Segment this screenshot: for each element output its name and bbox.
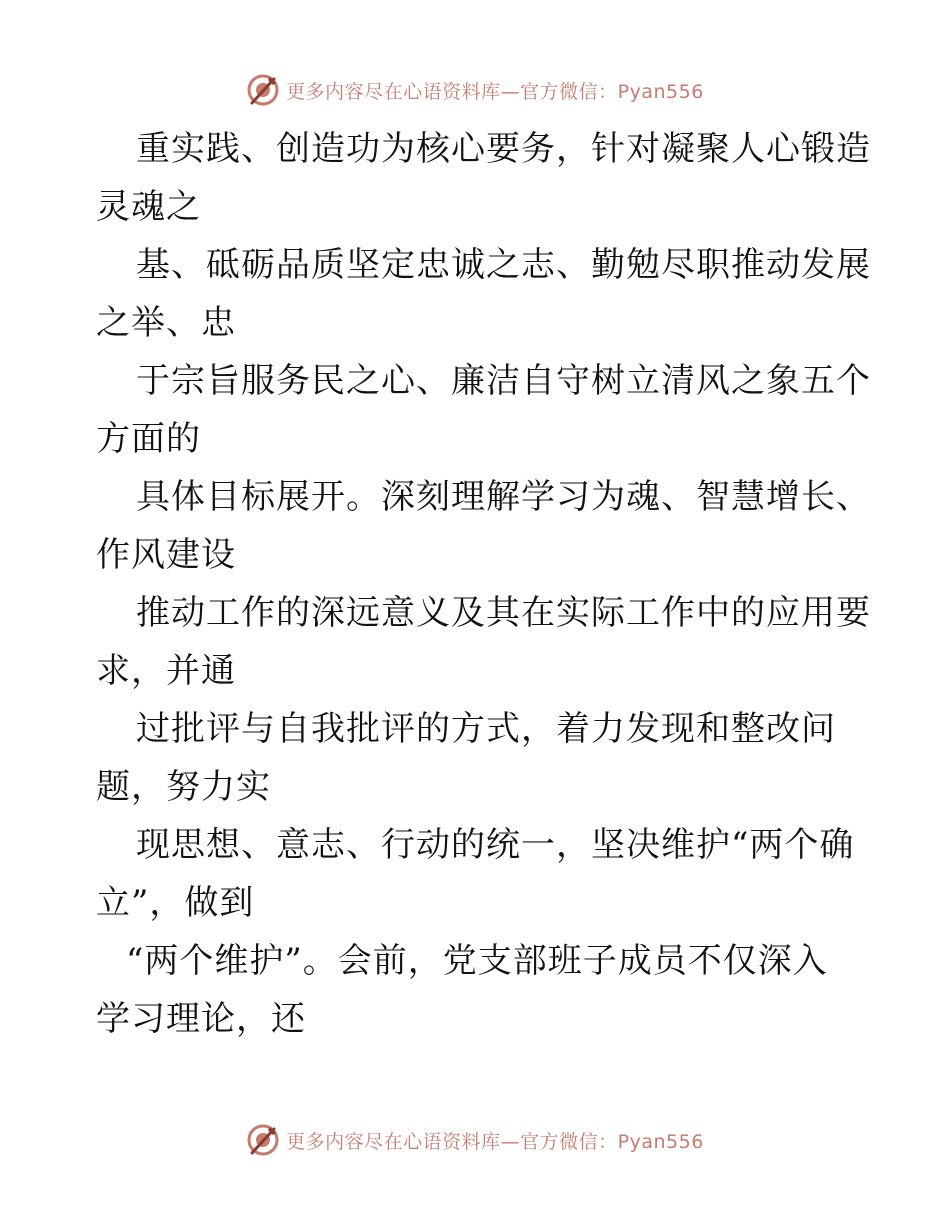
header-watermark <box>0 70 950 110</box>
text-line: 于宗旨服务民之心、廉洁自守树立清风之象五个 <box>136 361 871 401</box>
text-line: 推动工作的深远意义及其在实际工作中的应用要 <box>136 593 871 633</box>
text-line: 基、砥砺品质坚定忠诚之志、勤勉尽职推动发展 <box>136 245 871 285</box>
footer-watermark <box>0 1120 950 1160</box>
watermark-text: 更多内容尽在心语资料库—官方微信：Pyan556 <box>286 80 704 103</box>
pen-logo-icon <box>246 73 280 107</box>
text-line: 立”，做到 <box>96 883 255 923</box>
text-line: 求，并通 <box>96 651 236 691</box>
text-line: 作风建设 <box>96 535 236 575</box>
text-line: 学习理论，还 <box>96 999 306 1039</box>
text-line: 过批评与自我批评的方式，着力发现和整改问 <box>136 709 836 749</box>
watermark-text: 更多内容尽在心语资料库—官方微信：Pyan556 <box>286 1130 704 1153</box>
text-line: 重实践、创造功为核心要务，针对凝聚人心锻造 <box>136 129 871 169</box>
text-line: 题，努力实 <box>96 767 271 807</box>
text-line: 灵魂之 <box>96 187 201 227</box>
document-body <box>96 120 871 1048</box>
watermark-group <box>246 1123 704 1157</box>
text-line: 现思想、意志、行动的统一，坚决维护“两个确 <box>136 825 855 865</box>
text-line: “两个维护”。会前，党支部班子成员不仅深入 <box>126 941 828 981</box>
text-line: 之举、忠 <box>96 303 236 343</box>
pen-logo-icon <box>246 1123 280 1157</box>
text-line: 具体目标展开。深刻理解学习为魂、智慧增长、 <box>136 477 871 517</box>
text-line: 方面的 <box>96 419 201 459</box>
watermark-group <box>246 73 704 107</box>
